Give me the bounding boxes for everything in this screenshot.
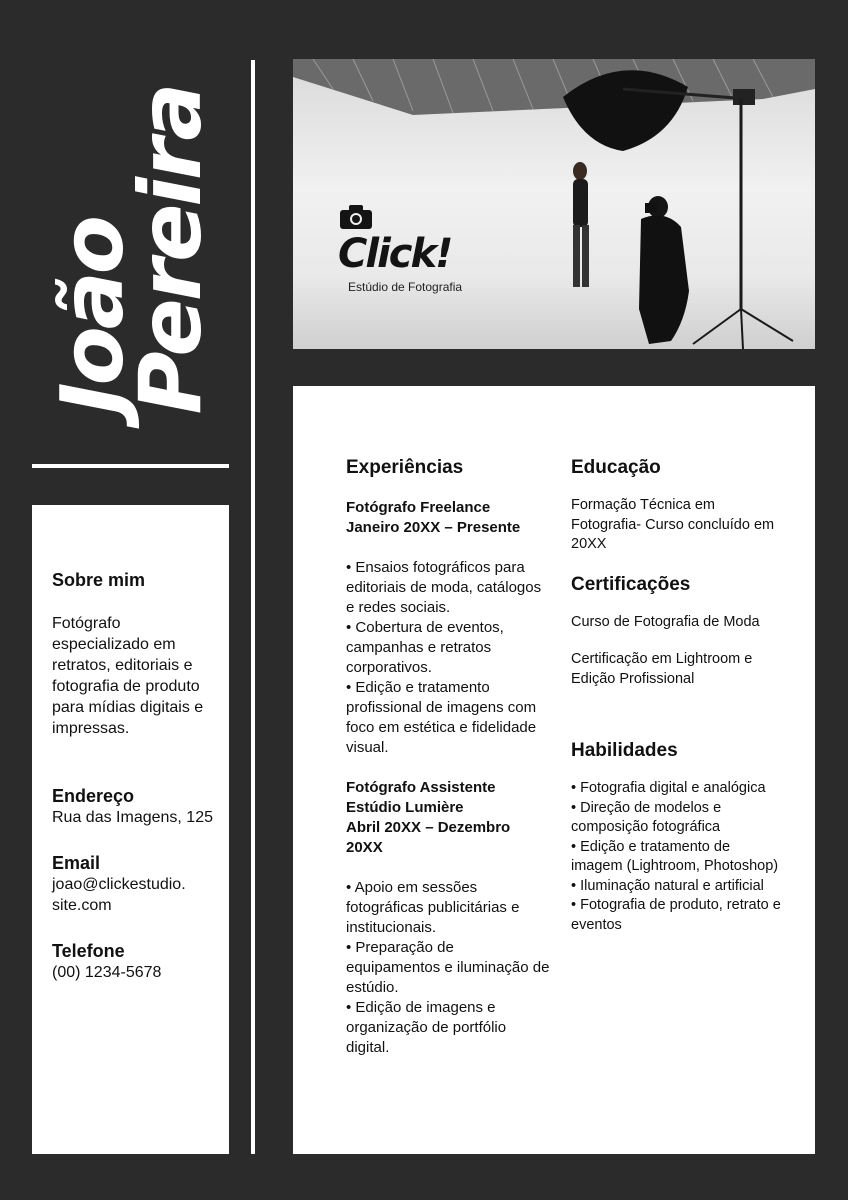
vertical-divider — [251, 60, 255, 1154]
job-heading: Fotógrafo Assistente — [346, 779, 496, 796]
job-heading: Estúdio Lumière — [346, 799, 464, 816]
experience-title: Experiências — [346, 457, 464, 478]
certification-item: Certificação em Lightroom e Edição Profissional — [571, 651, 753, 687]
skill-item: • Fotografia de produto, retrato e eventos — [571, 897, 781, 933]
education-text: Formação Técnica em Fotografia- Curso concluído em 20XX — [571, 497, 775, 552]
address-title: Endereço — [52, 786, 135, 806]
job-bullet: • Edição e tratamento profissional de imagens com foco em estética e fidelidade visual. — [346, 679, 537, 756]
about-title: Sobre mim — [52, 570, 146, 590]
studio-photo — [293, 59, 815, 349]
first-name: João — [43, 218, 143, 415]
logo-word: Click! — [338, 231, 452, 277]
camera-icon — [338, 204, 374, 230]
education-title: Educação — [571, 457, 661, 478]
about-text: Fotógrafo especializado em retratos, editoriais e fotografia de produto para mídias digitais e impressas. — [52, 615, 204, 737]
job-heading: Janeiro 20XX – Presente — [346, 519, 521, 536]
skill-item: • Fotografia digital e analógica — [571, 780, 766, 796]
job-2 — [346, 778, 551, 1058]
phone-text: (00) 1234-5678 — [52, 964, 162, 981]
address-text: Rua das Imagens, 125 — [52, 809, 213, 826]
job-bullet: • Preparação de equipamentos e iluminação de estúdio. — [346, 939, 550, 996]
skills-title: Habilidades — [571, 740, 678, 761]
email-title: Email — [52, 853, 101, 873]
name-title — [43, 85, 221, 415]
skill-item: • Edição e tratamento de imagem (Lightroom, Photoshop) — [571, 838, 779, 874]
certification-item: Curso de Fotografia de Moda — [571, 613, 760, 630]
certifications-title: Certificações — [571, 573, 691, 595]
job-bullet: • Cobertura de eventos, campanhas e retratos corporativos. — [346, 619, 504, 676]
job-bullet: • Apoio em sessões fotográficas publicitárias e institucionais. — [346, 879, 520, 936]
skill-item: • Iluminação natural e artificial — [571, 877, 764, 894]
job-bullet: • Ensaios fotográficos para editoriais de moda, catálogos e redes sociais. — [346, 559, 542, 616]
logo-subtitle: Estúdio de Fotografia — [348, 280, 463, 294]
job-heading: Fotógrafo Freelance — [346, 499, 491, 516]
job-heading: Abril 20XX – Dezembro 20XX — [346, 819, 511, 856]
experience-column — [346, 456, 551, 1058]
last-name: Pereira — [121, 85, 221, 415]
side-column — [571, 456, 781, 935]
resume-main-card — [293, 386, 815, 1154]
contact-card — [32, 505, 229, 1154]
email-line2: site.com — [52, 897, 112, 914]
skill-item: • Direção de modelos e composição fotográfica — [571, 799, 722, 835]
name-block — [32, 40, 232, 460]
job-1 — [346, 498, 551, 758]
job-bullet: • Edição de imagens e organização de portfólio digital. — [346, 999, 507, 1056]
email-line1: joao@clickestudio. — [52, 876, 186, 893]
phone-title: Telefone — [52, 941, 125, 961]
left-divider — [32, 464, 229, 468]
